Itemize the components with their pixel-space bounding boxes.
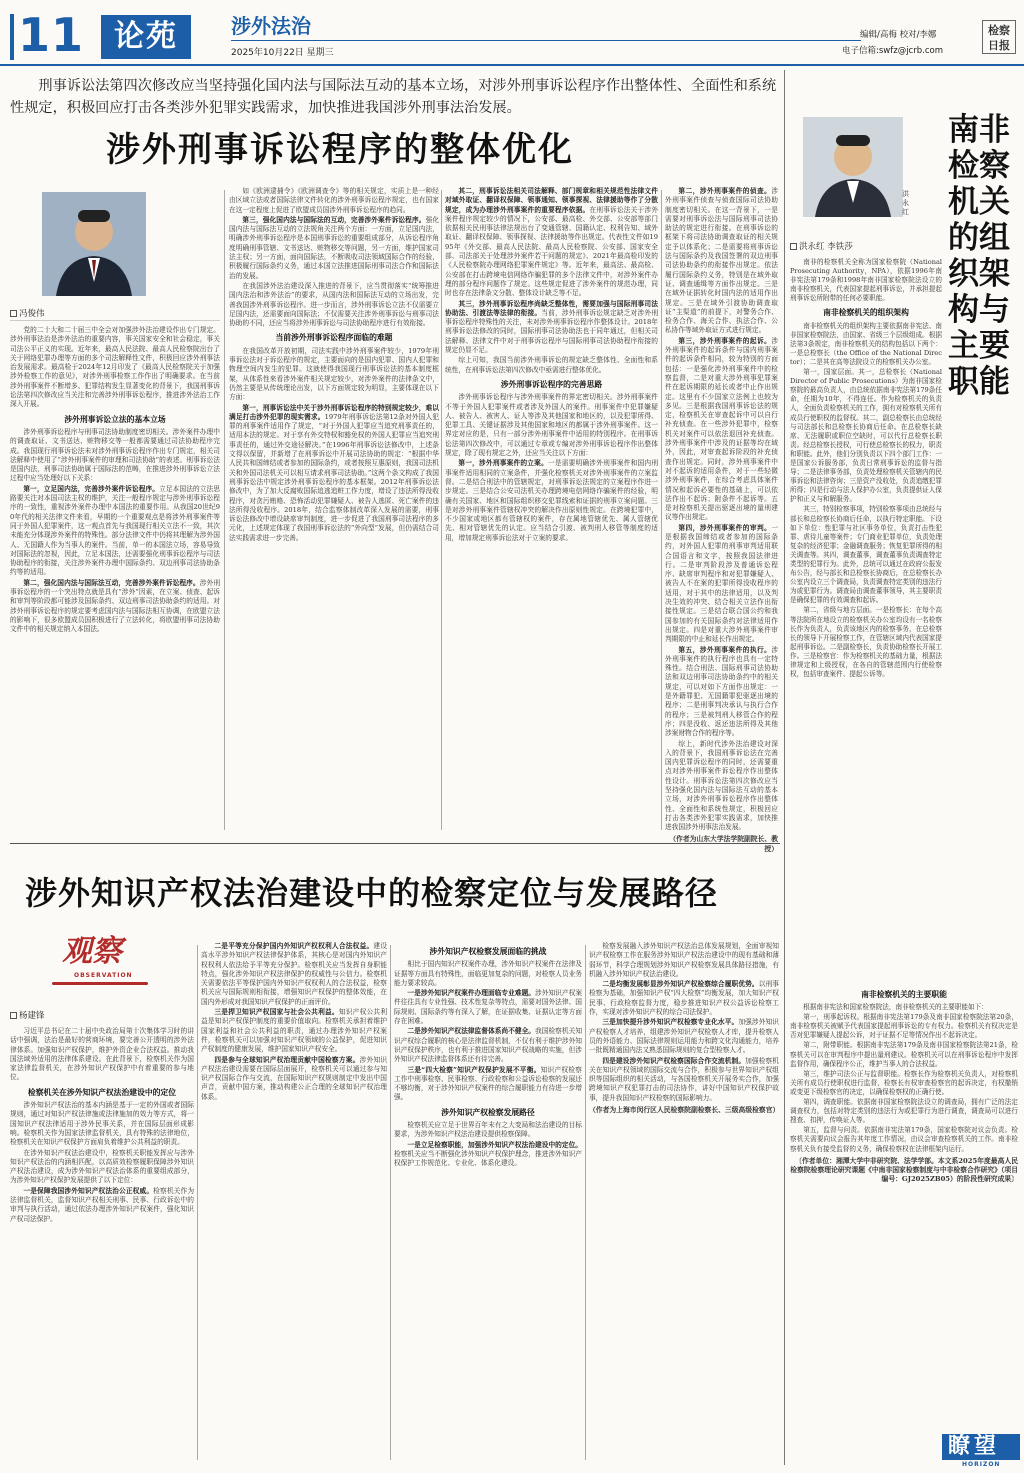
paragraph: [790, 1126, 1018, 1153]
subheading: [445, 380, 658, 389]
paragraph-text: 检察机关应立足于世界百年未有之大变局和法治建设的目标要求，为涉外知识产权法治建设提供检察保障。: [394, 1121, 582, 1139]
paragraph-text: 在刑事诉讼法关于涉外案件程序规定较少的情况下，公安部、最高检、外交部、公安部等部门依据相关民刑事法律法规出台了变通管辖、国籍认定、权利告知、域外取证、翻译权保障、领事探视、法律援助等作出规定。代表性文件如1995年《外交部、最高人民法院、最高人民检察院、公安部、国家安全部、司法部关于处理涉外案件若干问题的规定》、2021年最高检印发的《人民检察院办理网络犯罪案件规定》等。近年来，最高法、最高检、公安部在打击跨境电信网络诈骗犯罪的多个法律文件中，对涉外案件办理的部分程序问题作了规定。这些规定促进了涉外案件的规范办理，同时也存在法律条文分散、整体设计缺乏等不足。: [445, 205, 659, 298]
paragraph: [665, 740, 778, 833]
paragraph-text: 第一，刑事起诉权。根据南非宪法第179条及南非国家检察院法第20条，南非检察机关被赋予代表国家提起刑事诉讼的专有权力。检察机关有权决定是否对犯罪嫌疑人提起公诉，对于证据不足等情况作出不起诉决定。: [790, 1013, 1018, 1040]
lead-in: 第三，涉外刑事案件的起诉。: [678, 336, 772, 345]
column-label-swash: [52, 982, 148, 985]
paragraph-text: 第四，调查职能。依据南非国家检察院法设立的调查局，拥有广泛的法定调查权力，包括对特定类别的违法行为或犯罪行为进行调查，调查局可以进行搜查、扣押，传唤证人等。: [790, 1098, 1018, 1125]
horizon-logo-en: HORIZON: [962, 1461, 1001, 1468]
paragraph-text: 以刑事检察为基础，加强知识产权“四大检察”均衡发展，加大知识产权民事、行政检察监督力度，稳步推进知识产权公益诉讼检察工作，实现对涉外知识产权的综合司法保护。: [589, 980, 779, 1017]
lead-in: 第五，涉外刑事案件的执行。: [678, 645, 772, 654]
article3-title: 涉外知识产权法治建设中的检察定位与发展路径: [25, 874, 719, 912]
horizon-logo: [942, 1430, 1020, 1470]
paragraph-text: 我国检察机关知识产权综合履职的核心是法律监督机制，不仅有利于维护涉外知识产权保护秩序，也有利于推进国家知识产权战略的实施，但涉外知识产权法律监督体系还有待完善。: [394, 1027, 583, 1064]
lead-in: 四是参与全球知识产权治理贡献中国检察方案。: [214, 1055, 360, 1064]
paragraph: [394, 960, 582, 988]
paragraph: [394, 1027, 582, 1064]
article3-col4: [589, 942, 779, 1465]
paragraph: [665, 646, 778, 739]
paragraph-text: 检察发展融入涉外知识产权法治总体发展规划，全面审视知识产权检察工作在服务涉外知识产权法治建设中的现有基础和薄弱环节，科学合理规划涉外知识产权检察发展具体路径措施，有机融入涉外知识产权法治建设。: [589, 942, 779, 978]
horizon-logo-text: 瞭望: [948, 1434, 1001, 1459]
col-rule: [390, 945, 391, 1460]
paragraph: [394, 1141, 582, 1169]
paragraph-text: 习近平总书记在二十届中央政治局第十次集体学习时的讲话中强调，法治是最好的营商环境，要完善公开透明的涉外法律体系。加强知识产权保护，维护外资企业合法权益。推动我国法域外适用的法律体系建设。在此背景下，检察机关作为国家法律监督机关，在涉外知识产权保护中有着重要的参与地位。: [10, 1027, 194, 1082]
article3-byline: 杨建锋: [10, 1009, 45, 1021]
col-rule: [197, 945, 198, 1460]
article3-col2: [201, 942, 387, 1465]
lead-paragraph: 刑事诉讼法第四次修改应当坚持强化国内法与国际法互动的基本立场，对涉外刑事诉讼程序作出整体性、全面性和系统性规定，积极回应打击各类涉外犯罪实践需求，加快推进我国涉外刑事法治发展。: [10, 78, 777, 116]
paragraph-text: 涉外知识产权法治建设需要在国际层面展开，检察机关可以通过参与知识产权国际合作与交流，在国际知识产权规则制定中发出中国声音，贡献中国方案，推动构建公正合理的全球知识产权治理体系。: [201, 1055, 388, 1101]
subheading: [10, 1088, 194, 1097]
lead-in: 一是保障我国涉外知识产权法治公正权威。: [23, 1186, 154, 1195]
lead-in: 其二，刑事诉讼法相关司法解释、部门规章和相关规范性法律文件对域外取证、翻译权保障、领事通知、领事探视、法律援助等作了分散规定，成为办理涉外刑事案件的重要程序依据。: [445, 187, 658, 214]
paragraph: [589, 1057, 779, 1103]
paragraph-text: 涉外知识产权法治的基本内涵是基于一定的外国或者国际规则，通过对知识产权法律施或法律施加的效力等方式，将一国知识产权法律适用于涉外民事关系，并在国际层面形成影响。检察机关作为国家法律监督机关，具有特殊的法律地位，检察机关在知识产权保护方面肩负着维护公共利益的职责。: [10, 1101, 194, 1147]
paragraph-text: （作者为上海市闵行区人民检察院副检察长、三级高级检察官）: [589, 1106, 780, 1115]
paragraph-text: 在我国涉外法治建设深入推进的背景下，应当贯彻落实“统筹推进国内法治和涉外法治”的要求，从国内法和国际法互动的立场出发，完善我国涉外刑事诉讼程序。进一步而言，涉外刑事诉讼立法不仅需要立足国内法，还需要面向国际法；不仅需要关注涉外刑事诉讼与刑事司法协助的不同，还应当将涉外刑事诉讼与司法协助程序进行有效衔接。: [229, 281, 439, 328]
paragraph: [665, 524, 778, 645]
byline-rule: [10, 320, 220, 321]
subheading: [394, 947, 582, 956]
subheading: [790, 308, 942, 317]
lead-in: 其三，涉外刑事诉讼程序尚缺乏整体性，需要加强与国际刑事司法协助法、引渡法等法律的衔接。: [445, 299, 658, 317]
lead-in: 三是“四大检察”知识产权保护发展不平衡。: [407, 1065, 541, 1074]
article2-col1: [790, 258, 942, 978]
paragraph: [10, 1149, 194, 1186]
col-rule: [224, 190, 225, 830]
paragraph: [10, 1027, 194, 1083]
paragraph: [790, 1098, 1018, 1125]
paragraph-text: （作者为山东大学法学院副院长、教授）: [669, 835, 778, 853]
paragraph: [790, 368, 942, 504]
paragraph: [229, 404, 439, 543]
paragraph-text: 检察机关在涉外知识产权法治建设中的定位: [27, 1087, 177, 1097]
lead-in: 第一，刑事诉讼法中关于涉外刑事诉讼程序的特别规定较少，难以满足打击涉外犯罪的现实需求。: [229, 403, 439, 421]
author-photo-feng: [42, 192, 146, 296]
paragraph-text: 强化国内法与国际法互动的立法规角关注两个方面：一方面，立足国内法，明确涉外刑事诉讼程序是本国刑事诉讼的重要组成部分，从诉讼程序角度明确刑事管辖、文书送达、赃物移交等问题，另一方面，维护国家司法主权；另一方面，面向国际法，不断吸收司法领域国际合作的经验，积极履行国际条约义务，通过本国立法推进国际刑事司法合作和国际法治的发展。: [229, 215, 440, 280]
lead-in: 三是捍卫知识产权国家与社会公共利益。: [214, 1008, 339, 1017]
paragraph: [394, 1121, 582, 1140]
editors: 编辑/高梅 校对/李娜: [860, 30, 937, 40]
paragraph-text: 建设高水平涉外知识产权法律保护体系，其核心是对国内外知识产权权利人依法给予平等充分保护。检察机关应当发挥自身职能特点，强化涉外知识产权法律保护的权威性与公信力。检察机关需要依法平等保护国内外知识产权权利人的合法权益，检察机关应与国际规则相衔接，增强知识产权保护的整体效能，在国内外形成对我国知识产权保护的正面评价。: [201, 942, 388, 1006]
paragraph-text: 在涉外知识产权法治建设中，检察机关职能发挥应与涉外知识产权法治的内涵相匹配，以高质效检察履职保障涉外知识产权法治建设，成为涉外知识产权法治体系的重要组成部分，为涉外知识产权保护发展提供了以下定位：: [10, 1148, 194, 1185]
paragraph: [10, 326, 220, 410]
paragraph-text: 加强检察机关在知识产权领域的国际交流与合作，积极参与世界知识产权组织等国际组织的相关活动，与各国检察机关开展务实合作，加强跨境知识产权犯罪打击的司法协作，讲好中国知识产权保护故事，提升我国知识产权检察的国际影响力。: [589, 1056, 779, 1102]
paragraph-text: 南非检察机关的组织架构: [823, 308, 909, 318]
paragraph: [790, 505, 942, 605]
column-label-en: OBSERVATION: [74, 972, 133, 979]
paragraph: [10, 1101, 194, 1147]
paragraph-text: 当前，涉外刑事诉讼规定缺乏对涉外刑事诉讼程序特殊性的关注，未对涉外刑事诉讼程序作整体设计。2018年刑事诉讼法修改的同时，国际刑事司法协助法也于同年通过，但相关司法解释、法律文件中对于刑事诉讼程序与国际刑事司法协助程序衔接的规定仍显不足。: [445, 308, 659, 355]
paragraph-text: 相比于国内知识产权案件办理，涉外知识产权案件在法律及证据等方面具有特殊性，面临更加复杂的问题，对检察人员业务能力要求较高。: [394, 960, 582, 987]
lead-in: 第三，强化国内法与国际法的互动，完善涉外案件诉讼程序。: [242, 215, 426, 224]
lead-in: 二是平等充分保护国内外知识产权权利人合法权益。: [214, 942, 374, 950]
paragraph-text: 知识产权检察工作中刑事检察、民事检察、行政检察和公益诉讼检察的发展还不够均衡，对于涉外知识产权案件的综合履职能力有待进一步增强。: [394, 1065, 582, 1102]
paragraph-text: 涉外知识产权检察发展路径: [441, 1107, 535, 1117]
paragraph: [589, 942, 779, 979]
issue-date: 2025年10月22日 星期三: [231, 48, 334, 58]
paragraph-text: 南非检察机关的组织架构主要依据南非宪法、南非国家检察院法，由国家、省级三个层级组成。根据法第3条规定，南非检察机关的结构包括以下两个：一是总检察长（the Office of the National Director）；二是其在高等法院设立的检察机关办公室。: [790, 321, 942, 366]
paragraph: [445, 393, 658, 458]
paragraph-text: 涉外刑事案件的起诉条件与国内刑事案件的起诉条件相同，较为特别的方面包括：一是强化涉外刑事案件中的检察监督，二是对重大涉外刑事犯罪案件在起诉期限的延长或者中止作出规定。这里有不少国家立法例上也较为多见。三是根据我国刑事诉讼法的规定，检察机关在审查起诉中可以自行补充侦查。在一些涉外犯罪中，检察机关对案件可以依法退回补充侦查。涉外刑事案件中涉及的证据等均在域外，因此，对审查起诉阶段的补充侦查作出规定。同时，涉外刑事案件中对不起诉的适用条件，对于一些轻微涉外刑事案件，在综合考虑具体案件情况和起诉必要性的基础上，可以依法作出不起诉；附条件不起诉等。五是对检察机关提出驱逐出境的量刑建议等作出规定。: [665, 336, 778, 522]
paragraph-text: 第二，省级与地方层面。一是检察长：在每个高等法院所在地设立的检察机关办公室均设有一名检察长作为负责人，负责该地区内的检察事务，在总检察长的领导下开展检察工作，在管辖区域内代表国家提起刑事诉讼。二是副检察长，负责协助检察长开展工作。三是检察官：作为检察机关的基础力量，根据法律规定和上级授权，在各自的管辖范围内行使检察权，包括审查案件、提起公诉等。: [790, 606, 942, 679]
masthead-logo: 检察日报: [982, 20, 1016, 54]
paragraph-text: 涉外刑事诉讼程序的完善思路: [500, 379, 603, 389]
paragraph-text: 第五，监督与问责。依据南非宪法第179条，国家检察院对议会负责。检察机关需要向议会报告其年度工作情况，由议会审查检察机关的工作。南非检察机关负有接受监督的义务，确保检察权在法律框架内运行。: [790, 1126, 1018, 1153]
paragraph-text: 第三，维护司法公正与监督职能。检察长作为检察机关负责人，对检察机关所有成员行使职权进行监督，检察长有权审查检察官的起诉决定，有权撤销或变更下级检察官的决定，以确保检察权的正确行使。: [790, 1069, 1018, 1096]
paragraph-text: 涉外刑事诉讼立法的基本立场: [64, 414, 166, 424]
column-label: [22, 928, 162, 998]
article2-title: 南非检察机关的组织架构与主要职能: [948, 112, 1010, 400]
article1-byline: 冯俊伟: [10, 307, 45, 319]
paragraph: [201, 942, 387, 1007]
subheading: [394, 1108, 582, 1117]
paragraph: [229, 187, 439, 215]
section-tab: 论苑: [101, 15, 191, 59]
article1-title: 涉外刑事诉讼程序的整体优化: [106, 130, 574, 170]
paragraph: [445, 187, 658, 299]
article1-col4: [665, 187, 778, 853]
paragraph: [790, 322, 942, 367]
col-rule: [585, 945, 586, 1460]
paragraph: [445, 300, 658, 356]
section-divider: [10, 843, 780, 844]
paragraph-text: 第一，国家层面。其一，总检察长（National Director of Public Prosecutions）为南非国家检察院的最高负责人，由总统依据南非宪法第179条任命，任期为10年，不得连任。作为检察机关的负责人，全面负责检察机关的工作，拥有对检察机关所有成员行使职权的监督权。其二，副总检察长由总统经与司法部长和总检察长协商后任命。在总检察长缺席、无法履职或职位空缺时，可以代行总检察长职责。经总检察长授权，可行使总检察长的权力，职责和职能。此外，他们分别负责以下四个部门工作：一是国家公诉服务部，负责日常刑事诉讼的监督与指导；二是法律事务部，负责处理检察机关管辖内的民事诉讼和法律咨询；三是资产没收处，负责追缴犯罪所得；四是行动与法人保护办公室，负责提供证人保护和正义与和解服务。: [790, 368, 942, 504]
paragraph-text: 检察机关作为法律监督机关，监督知识产权相关刑事、民事、行政诉讼中的审判与执行活动，通过依法办理涉外知识产权案件，强化知识产权司法保护。: [10, 1186, 195, 1223]
author-note: [665, 835, 778, 854]
paragraph: [589, 980, 779, 1017]
header-divider: [231, 40, 861, 41]
paragraph-text: 知识产权公共利益是知识产权保护制度的重要价值取向。检察机关承担着维护国家利益和社会公共利益的职责，通过办理涉外知识产权案件，检察机关可以加强对知识产权领域的公益保护，促进知识产权制度的健康发展，维护国家知识产权安全。: [201, 1008, 388, 1054]
paragraph-text: 当前涉外刑事诉讼程序面临的难题: [275, 333, 393, 343]
paragraph-text: 根据南非宪法和国家检察院法，南非检察机关的主要职能如下：: [803, 1003, 988, 1012]
paragraph-text: 第二，附带职能。根据南非宪法第179条及南非国家检察院法第21条，检察机关可以在审判程序中提出量刑建议。检察机关可以在刑事诉讼程序中发挥监督作用，确保程序公正，维护当事人的合法权益。: [790, 1041, 1018, 1068]
lead-in: 第二，涉外刑事案件的侦查。: [678, 187, 772, 195]
paragraph: [445, 459, 658, 543]
paragraph: [790, 1003, 1018, 1012]
paragraph: [10, 579, 220, 635]
paragraph-text: 涉外知识产权检察发展面临的挑战: [429, 947, 547, 956]
paragraph: [790, 606, 942, 679]
author-note: [589, 1106, 779, 1115]
paragraph: [229, 282, 439, 328]
lead-in: 二是涉外知识产权法律监督体系尚不健全。: [407, 1027, 536, 1036]
paragraph: [790, 1070, 1018, 1097]
lead-in: 第一，立足国内法，完善涉外案件诉讼程序。: [23, 484, 160, 493]
paragraph: [665, 337, 778, 523]
photo-caption: 洪永红: [902, 190, 909, 216]
paragraph-text: 加强涉外知识产权检察人才培养，组建涉外知识产权检察人才库，提升检察人员的外语能力、国际法律规则运用能力和跨文化沟通能力，培养一批既精通国内法又熟悉国际规则的复合型检察人才。: [589, 1018, 779, 1055]
article1-col3: [445, 187, 658, 832]
col-rule: [661, 190, 662, 830]
paragraph-text: 〔作者单位：湘潭大学中非研究院、法学学部。本文系2025年度最高人民检察院检察理论研究课题《中南非国家检察制度与中非检察合作研究》（项目编号：GJ2025ZB05）的阶段性研究成果〕: [790, 1156, 1018, 1183]
paragraph-text: 涉外刑事诉讼程序与涉外刑事案件的界定密切相关。涉外刑事案件不等于外国人犯罪案件或者涉及外国人的案件。刑事案件中犯罪嫌疑人、被告人、被害人、证人等涉及其他国家和地区的，以及犯罪所得、犯罪工具、关键证据涉及其他国家和地区的都属于涉外刑事案件。这一界定对应的是，只有一部分涉外刑事案件中适用的特别程序。在刑事诉讼法第四次修改中，可以通过专章或专编对涉外刑事诉讼程序作出整体规定，除了现有规定之外，还应当关注以下方面：: [445, 393, 658, 458]
paragraph: [229, 347, 439, 403]
lead-in: 第四，涉外刑事案件的审判。: [678, 523, 772, 532]
paragraph: [665, 187, 778, 336]
author-note: [790, 1157, 1018, 1184]
lead-in: 三是加快提升涉外知识产权检察专业化水平。: [602, 1018, 739, 1027]
subheading: [10, 415, 220, 424]
paragraph-text: 如《欧洲逮捕令》《欧洲调查令》等的相关规定，实质上是一种经由区域立法或者国际法律文件转化的涉外刑事诉讼程序规定，也有国家在这一定程度上促进了欧盟成员国涉外刑事诉讼程序的趋同。: [229, 187, 439, 214]
lead-in: 第二，强化国内法与国际法互动，完善涉外案件诉讼程序。: [23, 578, 200, 587]
author-photo-hong: [803, 117, 903, 217]
subsection-title: 涉外法治: [231, 14, 311, 38]
column-label-text: 观察: [62, 934, 122, 969]
paragraph: [10, 428, 220, 484]
col-rule: [441, 190, 442, 830]
subheading: [790, 990, 1018, 999]
article1-col1: [10, 326, 220, 826]
lead-in: 二是均衡发展彰显涉外知识产权检察综合履职优势。: [602, 980, 759, 989]
paragraph: [790, 258, 942, 303]
email: 电子信箱:swfz@jcrb.com: [842, 46, 943, 56]
paragraph: [394, 989, 582, 1026]
article1-col2: [229, 187, 439, 832]
paragraph: [229, 216, 439, 281]
article3-col1: [10, 1027, 194, 1465]
sidebar-rule: [784, 70, 785, 1465]
paragraph-text: 党的二十大和二十届三中全会对加强涉外法治建设作出专门规定。涉外刑事法治是涉外法治的重要内容，事关国家安全和社会稳定，事关司法公平正义的实现。近年来，最高人民法院、最高人民检察院出台了关于网络犯罪办理等方面的多个司法解释性文件，积极回应涉外刑事法治发展需求。最高检于2024年12月印发了《最高人民检察院关于加强涉外检察工作的意见》，对涉外刑事检察工作作出了明确要求。在当前涉外刑事案件不断增多、犯罪结构发生显著变化的背景下，我国刑事诉讼法第四次修改应当关注和完善涉外刑事诉讼程序，推进涉外法治工作深入开展。: [10, 326, 220, 409]
paragraph-text: 涉外刑事诉讼程序与刑事司法协助制度密切相关。涉外案件办理中的调查取证、文书送达、赃物移交等一般都需要通过司法协助程序完成。我国现行刑事诉讼法未对涉外刑事诉讼程序作出专门规定，相关司法解释中使用了“涉外刑事案件的审理和司法协助”的表述。刑事诉讼法是国内法，刑事司法协助属于国际法的范畴，在推进涉外刑事诉讼立法过程中应当处理好以下关系：: [10, 427, 220, 483]
paragraph-text: 综上可知，我国当前涉外刑事诉讼的规定缺乏整体性、全面性和系统性，在刑事诉讼法第四次修改中亟需进行整体优化。: [445, 356, 658, 374]
paragraph-text: 涉外刑事案件侦查与侦查国际司法协助制度密切相关。在这一背景下，一是需要对刑事诉讼法与国际刑事司法协助法的规定进行衔接。在刑事诉讼的框架下将司法协助调查取证的相关规定予以体系化；二是需要将刑事诉讼法与国际条约及我国签署的双边刑事司法协助条约的衔接作出规定。依法履行国际条约义务，特别是在域外取证、调查通缉等方面作出规定。三是在域外证据转化时国内法的适用作出规定。三是在域外引渡协助调查取证“主渠道”的前提下，对警务合作、检务合作、海关合作、执法合作、公私协作等域外取证方式进行规定。: [665, 187, 778, 335]
paragraph: [790, 1013, 1018, 1040]
paragraph-text: 其三，特别检察事项，特别检察事项由总统经与部长和总检察长协商后任命，以执行特定职能。下设如下单位：性犯罪与社区事务单位，负责打击性犯罪、虐待儿童等案件；专门商业犯罪单位，负责处理复杂的经济犯罪；金融调查服务；恢复犯罪所得的相关调查等。其四，调查董事，调查董事负责调查特定类型的犯罪行为。此外，总统可以通过在政府公报发布公告，经与部长和总检察长协商后，在总检察长办公室内设立三个调查局，负责调查特定类别的违法行为或犯罪行为。调查局由调查董事领导，其主要职责是确保犯罪的有效调查和起诉。: [790, 505, 942, 605]
paragraph-text: 1979年刑事诉讼法第12条对外国人犯罪的刑事案件适用作了规定，“对于外国人犯罪应当追究刑事责任的，适用本法的规定。对于享有外交特权和豁免权的外国人犯罪应当追究刑事责任的，通过外交途径解决。”在1996年刑事诉讼法修改中，上述条文得以保留，并新增了在刑事诉讼中开展司法协助的规定：“根据中华人民共和国缔结或者参加的国际条约，或者按照互惠原则，我国司法机关和外国司法机关可以相互请求刑事司法协助。”这两个条文构成了我国刑事诉讼法中规定涉外刑事诉讼程序的基本框架。2012年刑事诉讼法修改中，为了加大反腐败国际追逃追赃工作力度，增设了违法所得没收程序，对贪污贿赂、恐怖活动犯罪嫌疑人、被告人逃匿、死亡案件的违法所得没收程序。2018年，结合监察体制改革深入发展的需要，刑事诉讼法修改中增设缺席审判制度，进一步促进了我国刑事司法程序的多元化，上述规定体现了我国刑事诉讼法的“外向型”发展，但仍需结合司法实践需求进一步完善。: [229, 412, 439, 542]
subheading: [229, 333, 439, 342]
paragraph: [201, 1056, 387, 1102]
paragraph: [394, 1066, 582, 1103]
lead-in: 一是立足检察职能，加强涉外知识产权法治建设中的定位。: [407, 1140, 582, 1149]
lead-in: 一是涉外知识产权案件办理面临专业难题。: [407, 989, 536, 998]
paragraph-text: 在我国改革开放初期，司法实践中涉外刑事案件较少，1979年刑事诉讼法对于诉讼程序的规定，主要面向的是国内犯罪、国内人犯罪和物理空间内发生的犯罪。这就使得我国现行刑事诉讼法的基本制度框架，从体系性来看涉外案件相关规定较少，对涉外案件的法律条文中，仍然主要是从传统理论出发，以下方面规定较为明显，主要体现在以下方面：: [229, 346, 439, 402]
paragraph-text: 涉外刑事案件的执行程序也具有一定特殊性。结合刑法、国际刑事司法协助法和双边刑事司法协助条约中的相关规定，可以对如下方面作出规定：一是外籍罪犯、无国籍罪犯驱逐出境的程序；二是刑事判决承认与执行合作的程序；三是被判刑人移管合作的程序；四是没收、返还违法所得及其他涉案财物合作的程序等。: [665, 645, 778, 738]
paragraph-text: 南非检察机关的主要职能: [861, 990, 947, 999]
paragraph-text: 南非的检察机关全称为国家检察院（National Prosecuting Authority，NPA），依据1996年南非宪法第179条和1998年南非国家检察院法设立的南非检察机关，代表国家提起刑事诉讼，并承担提起刑事诉讼所附带的任何必要职能。: [790, 258, 942, 303]
page-number: 11: [18, 8, 85, 62]
article2-byline: 洪永红 李铁莎: [790, 240, 853, 252]
paragraph-text: 涉外知识产权案件往往具有专业性强、技术性复杂等特点，需要对国外法律、国际规则、国际条约等有深入了解，在证据收集、证据认定等方面存在困难。: [394, 989, 583, 1026]
lead-in: 四是建设涉外知识产权检察国际合作交流机制。: [602, 1056, 746, 1065]
paragraph: [589, 1018, 779, 1055]
article2-col2: [790, 985, 1018, 1430]
page-header: [0, 0, 1024, 66]
lead-in: 第一，涉外刑事案件的立案。: [458, 459, 548, 468]
paragraph-text: 一是根据我国缔结或者参加的国际条约，对外国人犯罪的刑事审判适用联合国语言和文字，按照我国法律进行。二是审判阶段涉及普通诉讼程序、缺席审判程序和对犯罪嫌疑人、被告人不在案的犯罪所得没收程序的适用，对于其中的法律适用，以及判决生效的冲突、结合相关立法作出衔接性规定。三是结合联合国公约和我国参加的有关国际条约对法律适用作出规定。四是对重大涉外刑事案件审判期限的中止和延长作出规定。: [665, 523, 778, 644]
paragraph: [10, 1187, 194, 1224]
paragraph: [10, 485, 220, 578]
paragraph-text: 综上，新时代涉外法治建设对深入的背景下，我国刑事诉讼法在完善国内犯罪诉讼程序的同时，还需要重点对涉外刑事案件诉讼程序作出整体性设计。刑事诉讼法第四次修改应当坚持强化国内法与国际法互动的基本立场，对涉外刑事诉讼程序作出整体性、全面性和系统性规定，积极回应打击各类涉外犯罪实践需求，加快推进我国涉外刑事法治发展。: [665, 739, 778, 832]
header-rule: [0, 64, 1024, 66]
paragraph-text: 一是需要明确涉外刑事案件和国内刑事案件适用相同的立案条件，并强化检察机关对涉外刑事案件的立案监督。二是结合刑法中的管辖规定，对刑事诉讼法规定的立案程序作进一步规定。三是结合公安司法机关办理跨境电信网络诈骗案件的经验，明确有关国家、地区和国际组织移交犯罪线索和证据的刑事立案问题。三是对涉外刑事案件管辖权冲突的解决作出原则性规定。在跨境犯罪中，不少国家或地区都有管辖权的案件，存在属地管辖优先、属人管辖优先、相对管辖优先的认定。应当结合引渡、被判刑人移管等制度的适用，增加规定刑事诉讼法对于立案的要求。: [445, 459, 659, 542]
paragraph: [445, 356, 658, 375]
article3-col3: [394, 942, 582, 1465]
page-number-bar: [10, 14, 14, 60]
paragraph: [201, 1008, 387, 1054]
paragraph: [790, 1041, 1018, 1068]
paragraph-text: 检察机关应当不断强化涉外知识产权保护理念，推进涉外知识产权保护工作规范化、专业化、体系化建设。: [394, 1149, 582, 1168]
paragraph-text: 立足本国法的立法思路要关注对本国司法主权的维护，关注一般程序规定与涉外刑事诉讼程序的一致性，重视涉外案件办理中本国法的重要作用。从我国20世纪90年代的相关法律文件来看，早期的一个重要观点是将涉外刑事案件等同于外国人犯罪案件，这一观点首先与我国现行相关立法不一致，其次未能充分体现涉外案件的特殊性。部分法律文件中仍将其理解为涉外国人、无国籍人作为当事人的案件。当前，单一的本国法立场，容易导致对国际法的忽视，因此，立足本国法，还需要强化刑事诉讼程序与司法协助程序的衔接，关注涉外案件办理中国际条约、双边刑事司法协助条约等的适用。: [10, 484, 221, 577]
paragraph-text: 涉外刑事诉讼程序的一个突出特点就是具有“涉外”因素，在立案、侦查、起诉和审判等阶段都可能涉及国际条约、双边刑事司法协助条约的适用。对涉外刑事诉讼程序的规定要考虑国内法与国际法相互协调，在欧盟立法的影响下，很多欧盟成员国积极进行了立法转化，将欧盟刑事司法协助文件中的相关规定纳入本国法。: [10, 578, 221, 634]
